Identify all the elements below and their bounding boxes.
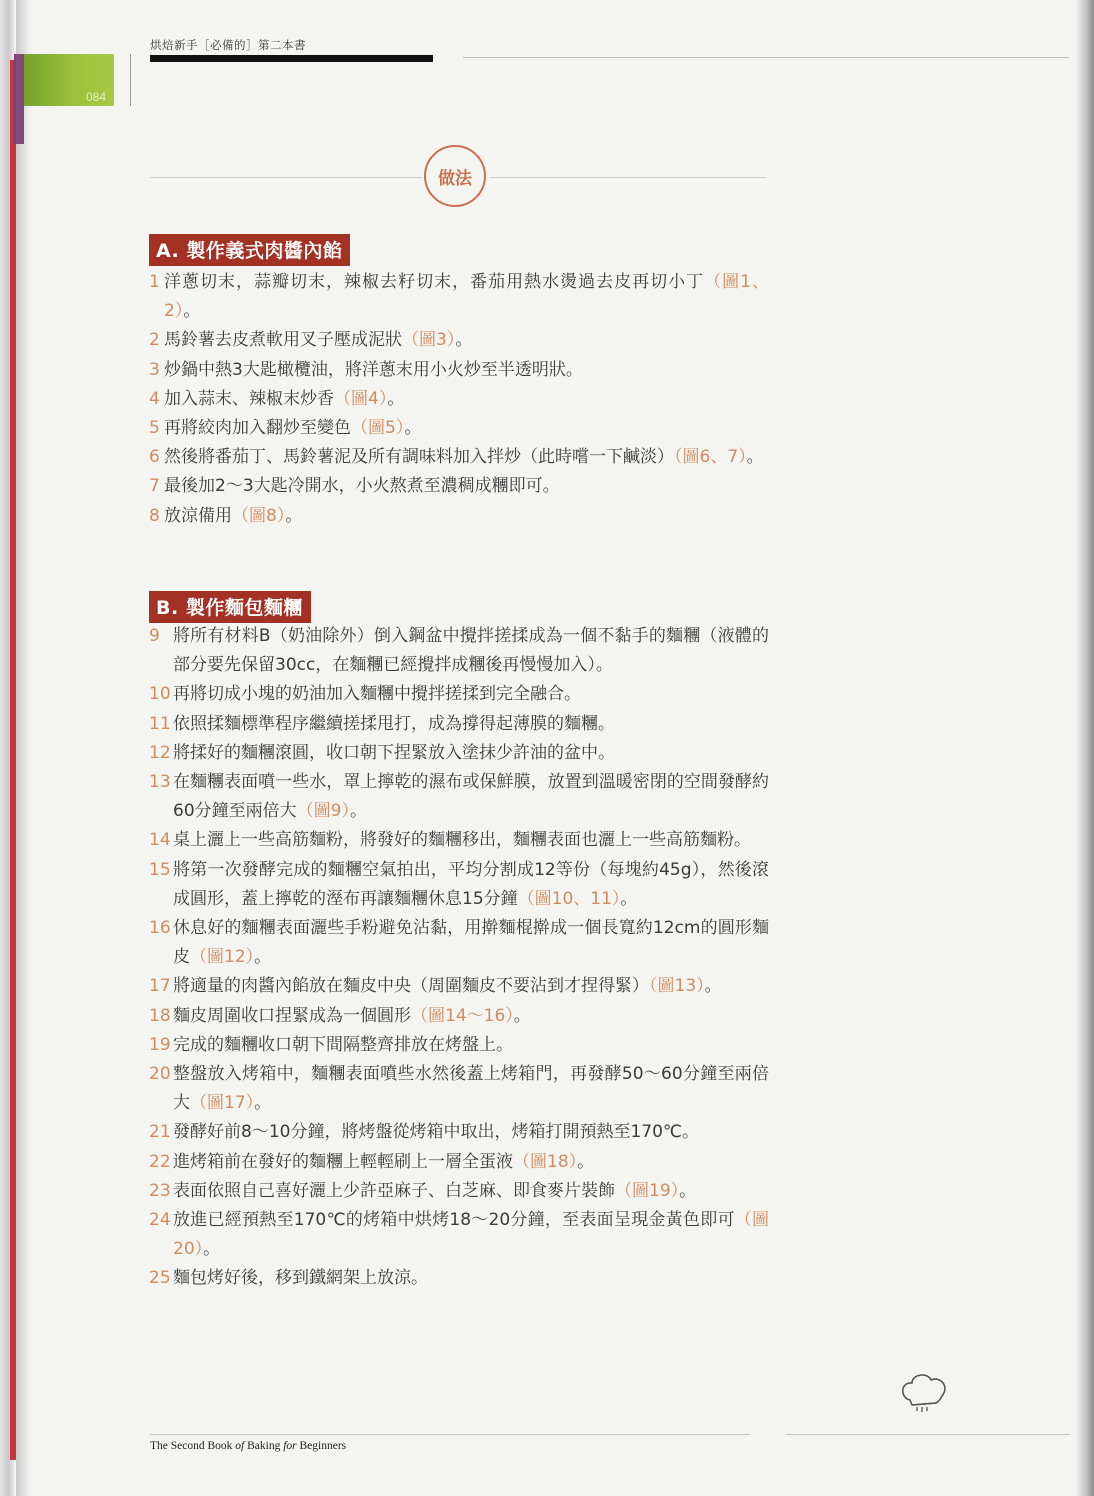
footer-title-part: The Second Book	[150, 1440, 236, 1452]
step-end-punct: 。	[404, 418, 422, 439]
step-end-punct: 。	[455, 330, 473, 351]
step-number: 8	[149, 505, 160, 526]
step-text	[173, 914, 769, 972]
section-b-heading: B. 製作麵包麵糰	[149, 591, 311, 623]
step-item	[149, 710, 769, 739]
step-end-punct: 。	[183, 301, 201, 322]
step-number: 23	[149, 1180, 171, 1201]
step-body: 休息好的麵糰表面灑些手粉避免沾黏，用擀麵棍擀成一個長寬約12cm的圓形麵皮	[173, 918, 769, 968]
step-end-punct: 。	[387, 388, 405, 409]
section-a-heading: A. 製作義式肉醬內餡	[149, 234, 350, 266]
step-end-punct: 。	[349, 801, 367, 822]
step-text	[173, 1060, 769, 1118]
step-body: 發酵好前8～10分鐘，將烤盤從烤箱中取出，烤箱打開預熱至170℃。	[173, 1122, 699, 1143]
step-body: 依照揉麵標準程序繼續搓揉甩打，成為撐得起薄膜的麵糰。	[173, 713, 615, 734]
step-number: 3	[149, 359, 160, 380]
figure-reference: （圖8）	[232, 505, 286, 526]
figure-reference: （圖17）	[190, 1093, 255, 1114]
section-b-steps	[149, 622, 769, 1294]
step-body: 再將切成小塊的奶油加入麵糰中攪拌搓揉到完全融合。	[173, 684, 581, 705]
step-end-punct: 。	[704, 976, 722, 997]
step-item	[149, 385, 769, 414]
method-badge	[424, 145, 486, 207]
figure-reference: （圖6、7）	[674, 447, 747, 468]
step-item	[149, 472, 769, 501]
step-item	[149, 1002, 769, 1031]
step-number: 22	[149, 1151, 171, 1172]
step-item	[149, 1118, 769, 1147]
figure-reference: （圖19）	[615, 1180, 680, 1201]
step-text	[173, 1118, 769, 1147]
step-body: 桌上灑上一些高筋麵粉，將發好的麵糰移出，麵糰表面也灑上一些高筋麵粉。	[173, 830, 751, 851]
step-item	[149, 1206, 769, 1264]
step-body: 完成的麵糰收口朝下間隔整齊排放在烤盤上。	[173, 1034, 513, 1055]
step-body: 表面依照自己喜好灑上少許亞麻子、白芝麻、即食麥片裝飾	[173, 1180, 615, 1201]
step-body: 馬鈴薯去皮煮軟用叉子壓成泥狀	[164, 330, 402, 351]
step-item	[149, 768, 769, 826]
step-number: 4	[149, 388, 160, 409]
figure-reference: （圖3）	[402, 330, 456, 351]
step-item	[149, 443, 769, 472]
step-number: 12	[149, 742, 171, 763]
step-text	[173, 739, 769, 768]
step-item	[149, 326, 769, 355]
step-text	[173, 1002, 769, 1031]
step-number: 1	[149, 272, 160, 292]
step-body: 進烤箱前在發好的麵糰上輕輕刷上一層全蛋液	[173, 1151, 513, 1172]
step-end-punct: 。	[285, 505, 303, 526]
step-number: 16	[149, 918, 171, 939]
figure-reference: （圖12）	[190, 947, 255, 968]
step-text	[164, 326, 769, 355]
step-number: 19	[149, 1034, 171, 1055]
step-body: 將所有材料B（奶油除外）倒入鋼盆中攪拌搓揉成為一個不黏手的麵糰（液體的部分要先保留30cc，在麵糰已經攪拌成糰後再慢慢加入）。	[173, 626, 769, 676]
footer-title-part: Baking	[244, 1440, 284, 1452]
step-body: 將第一次發酵完成的麵糰空氣拍出，平均分割成12等份（每塊約45g），然後滾成圓形，蓋上擰乾的溼布再讓麵糰休息15分鐘	[173, 859, 769, 909]
step-item	[149, 972, 769, 1001]
step-body: 麵皮周圍收口捏緊成為一個圓形	[173, 1005, 411, 1026]
step-item	[149, 1177, 769, 1206]
step-number: 18	[149, 1005, 171, 1026]
running-header-title: 烘焙新手［必備的］第二本書	[150, 38, 306, 52]
footer-title-part: Beginners	[296, 1440, 347, 1452]
step-end-punct: 。	[620, 888, 638, 909]
step-text	[173, 1177, 769, 1206]
step-text	[164, 443, 769, 472]
step-item	[149, 502, 769, 531]
step-item	[149, 856, 769, 914]
step-body: 放進已經預熱至170℃的烤箱中烘烤18～20分鐘，至表面呈現金黃色即可	[173, 1210, 735, 1231]
footer-title-part: of	[235, 1440, 245, 1452]
figure-reference: （圖10、11）	[517, 888, 621, 909]
figure-reference: （圖9）	[296, 801, 350, 822]
step-end-punct: 。	[513, 1005, 531, 1026]
tab-divider	[130, 54, 131, 106]
step-body: 再將絞肉加入翻炒至變色	[164, 418, 351, 439]
footer-title-part: for	[283, 1440, 297, 1452]
step-number: 15	[149, 859, 171, 880]
step-body: 在麵糰表面噴一些水，罩上擰乾的濕布或保鮮膜，放置到溫暖密閉的空間發酵約60分鐘至兩倍大	[173, 772, 769, 822]
header-rule	[463, 57, 1069, 58]
footer-rule-left	[150, 1434, 750, 1435]
step-text	[164, 268, 769, 326]
figure-reference: （圖1、2）	[164, 272, 769, 322]
step-item	[149, 1148, 769, 1177]
footer-rule-right	[786, 1434, 1070, 1435]
chef-hat-icon	[898, 1370, 950, 1416]
footer-book-title	[150, 1440, 346, 1452]
step-item	[149, 914, 769, 972]
step-text	[173, 1148, 769, 1177]
section-a-steps	[149, 268, 769, 531]
step-end-punct: 。	[254, 1093, 272, 1114]
step-text	[173, 1264, 769, 1293]
figure-reference: （圖5）	[351, 418, 405, 439]
step-item	[149, 1264, 769, 1293]
step-number: 6	[149, 447, 160, 468]
figure-reference: （圖4）	[334, 388, 388, 409]
figure-reference: （圖13）	[649, 976, 705, 997]
step-number: 25	[149, 1268, 171, 1289]
step-number: 9	[149, 626, 160, 646]
step-body: 最後加2～3大匙冷開水，小火熬煮至濃稠成糰即可。	[164, 476, 560, 497]
step-text	[173, 1206, 769, 1264]
step-number: 21	[149, 1122, 171, 1143]
binding-shadow	[16, 0, 30, 1496]
step-text	[173, 622, 769, 680]
page-number: 084	[86, 90, 107, 104]
step-body: 將適量的肉醬內餡放在麵皮中央（周圍麵皮不要沾到才捏得緊）	[173, 976, 649, 997]
step-text	[173, 1031, 769, 1060]
step-item	[149, 622, 769, 680]
step-item	[149, 356, 769, 385]
step-number: 2	[149, 330, 160, 351]
figure-reference: （圖14～16）	[411, 1005, 514, 1026]
step-number: 17	[149, 976, 171, 997]
step-end-punct: 。	[577, 1151, 595, 1172]
step-text	[173, 856, 769, 914]
step-number: 5	[149, 418, 160, 439]
step-end-punct: 。	[679, 1180, 697, 1201]
method-label: 做法	[438, 168, 472, 189]
step-body: 整盤放入烤箱中，麵糰表面噴些水然後蓋上烤箱門，再發酵50～60分鐘至兩倍大	[173, 1064, 769, 1114]
step-item	[149, 826, 769, 855]
step-number: 13	[149, 772, 171, 793]
step-text	[164, 472, 769, 501]
step-text	[173, 768, 769, 826]
step-text	[173, 680, 769, 709]
step-text	[164, 502, 769, 531]
header-black-bar	[150, 55, 433, 62]
method-rule-right	[490, 177, 766, 178]
step-text	[173, 972, 769, 1001]
step-end-punct: 。	[254, 947, 272, 968]
step-item	[149, 1031, 769, 1060]
step-item	[149, 1060, 769, 1118]
step-item	[149, 414, 769, 443]
step-body: 將揉好的麵糰滾圓，收口朝下捏緊放入塗抹少許油的盆中。	[173, 742, 615, 763]
step-text	[164, 356, 769, 385]
step-number: 14	[149, 830, 171, 851]
step-body: 加入蒜末、辣椒末炒香	[164, 388, 334, 409]
step-number: 20	[149, 1064, 171, 1085]
step-number: 24	[149, 1210, 171, 1231]
step-body: 然後將番茄丁、馬鈴薯泥及所有調味料加入拌炒（此時嚐一下鹹淡）	[164, 447, 674, 468]
right-scan-edge	[1076, 0, 1094, 1496]
step-text	[164, 414, 769, 443]
figure-reference: （圖18）	[513, 1151, 578, 1172]
step-item	[149, 268, 769, 326]
step-body: 放涼備用	[164, 505, 232, 526]
step-body: 洋蔥切末，蒜瓣切末，辣椒去籽切末，番茄用熱水燙過去皮再切小丁	[164, 272, 705, 292]
step-number: 7	[149, 476, 160, 497]
step-number: 10	[149, 684, 171, 705]
step-text	[164, 385, 769, 414]
step-item	[149, 739, 769, 768]
step-end-punct: 。	[203, 1239, 221, 1260]
step-item	[149, 680, 769, 709]
step-body: 麵包烤好後，移到鐵網架上放涼。	[173, 1268, 428, 1289]
method-rule-left	[150, 177, 422, 178]
step-text	[173, 710, 769, 739]
step-body: 炒鍋中熱3大匙橄欖油，將洋蔥末用小火炒至半透明狀。	[164, 359, 583, 380]
step-end-punct: 。	[746, 447, 764, 468]
step-number: 11	[149, 713, 171, 734]
step-text	[173, 826, 769, 855]
figure-reference: （圖20）	[173, 1210, 769, 1260]
